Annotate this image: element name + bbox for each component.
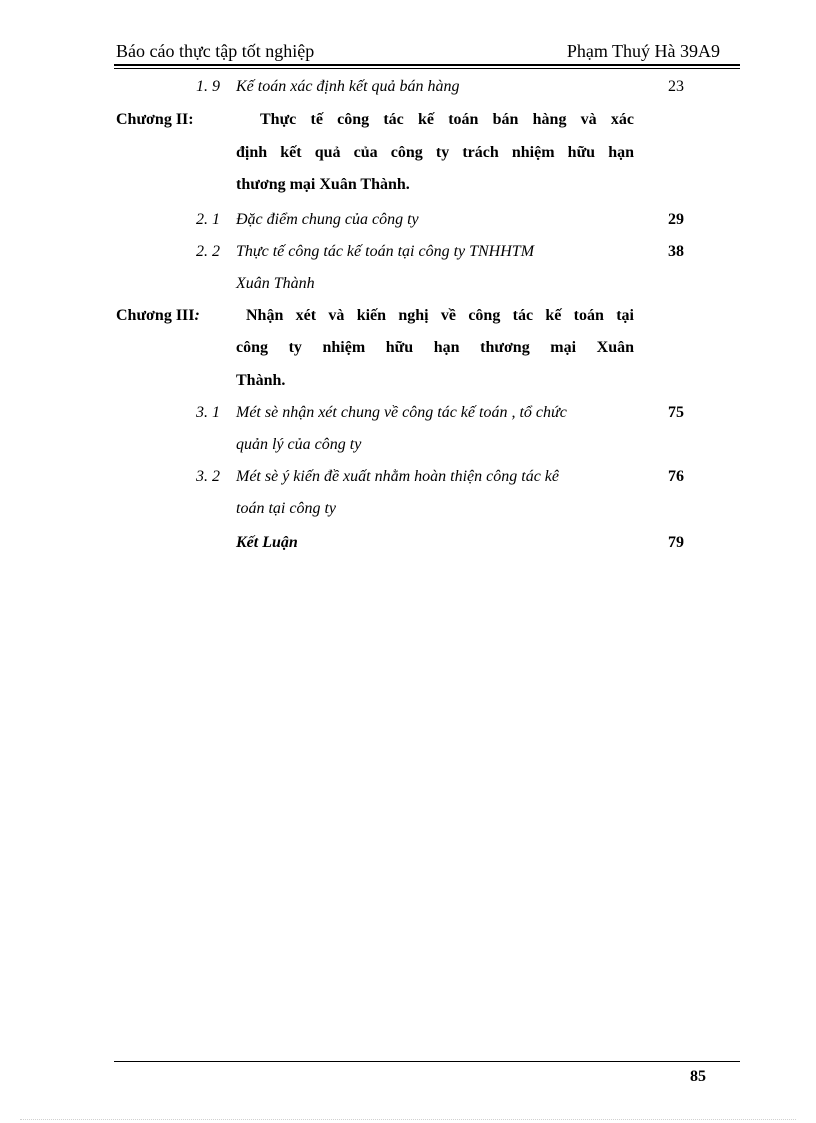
footer-rule — [114, 1061, 740, 1062]
toc-title-line-2: quản lý của công ty — [236, 436, 362, 453]
toc-title-line-2: toán tại công ty — [236, 500, 336, 517]
toc-page: 75 — [668, 404, 684, 421]
toc-page: 38 — [668, 243, 684, 260]
header-rule-thick — [114, 64, 740, 66]
toc-title-line-1: Mét sè nhận xét chung về công tác kế toán , tổ chức — [236, 404, 567, 421]
toc-page: 23 — [668, 78, 684, 95]
chapter-title-line-1: Nhận xét và kiến nghị về công tác kế toán tại — [246, 307, 634, 324]
toc-title: Kế toán xác định kết quả bán hàng — [236, 78, 460, 95]
chapter-label-text: Chương III — [116, 307, 195, 324]
toc-number: 3. 1 — [196, 404, 220, 421]
toc-title-line-2: Xuân Thành — [236, 275, 315, 292]
chapter-title-line-3: Thành. — [236, 372, 286, 389]
toc-number: 1. 9 — [196, 78, 220, 95]
toc-page: 76 — [668, 468, 684, 485]
chapter-label — [116, 305, 200, 327]
toc-number: 3. 2 — [196, 468, 220, 485]
toc-page: 29 — [668, 211, 684, 228]
toc-title: Kết Luận — [236, 534, 298, 551]
header-report-title: Báo cáo thực tập tốt nghiệp — [116, 41, 315, 61]
toc-number: 2. 1 — [196, 211, 220, 228]
toc-title: Đặc điểm chung của công ty — [236, 211, 419, 228]
chapter-label-colon: : — [194, 307, 200, 324]
toc-title-line-1: Mét sè ý kiến đề xuất nhằm hoàn thiện công tác kê — [236, 468, 559, 485]
page-bottom-border — [20, 1119, 796, 1120]
chapter-title-line-2: định kết quả của công ty trách nhiệm hữu hạn — [236, 144, 634, 161]
chapter-title-line-3: thương mại Xuân Thành. — [236, 176, 410, 193]
footer-page-number: 85 — [690, 1068, 706, 1085]
toc-title-line-1: Thực tế công tác kế toán tại công ty TNHHTM — [236, 243, 535, 260]
chapter-title-line-2: công ty nhiệm hữu hạn thương mại Xuân — [236, 339, 634, 356]
chapter-label: Chương II: — [116, 111, 194, 128]
toc-page: 79 — [668, 534, 684, 551]
header-author: Phạm Thuý Hà 39A9 — [566, 41, 720, 61]
chapter-title-line-1: Thực tế công tác kế toán bán hàng và xác — [260, 111, 634, 128]
page-header — [114, 38, 740, 66]
header-rule-thin — [114, 68, 740, 69]
toc-number: 2. 2 — [196, 243, 220, 260]
